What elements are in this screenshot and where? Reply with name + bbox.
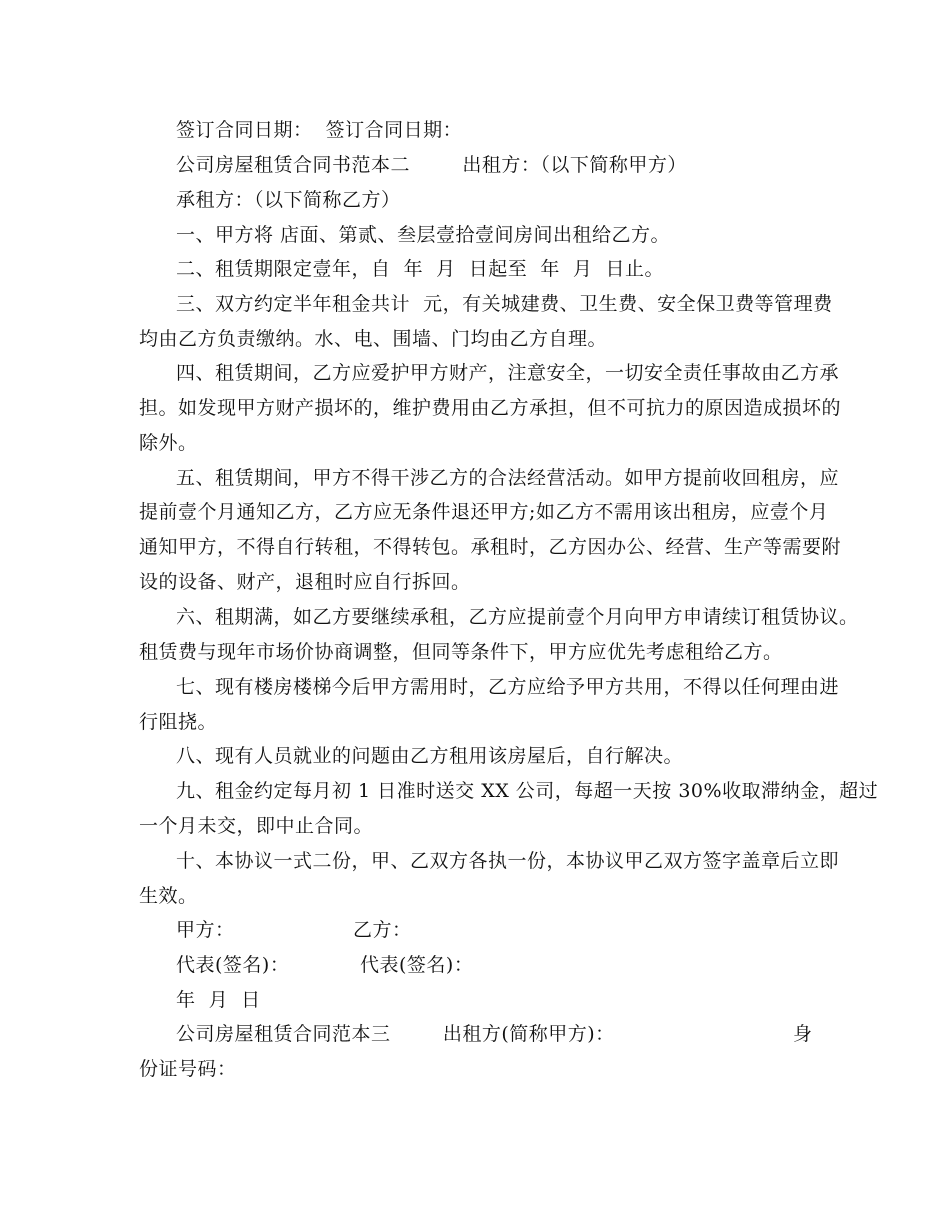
party-a-label: 甲方： [176, 919, 235, 941]
signing-date-line: 签订合同日期： 签订合同日期： [176, 119, 463, 141]
clause-7-line-1: 七、现有楼房楼梯今后甲方需用时，乙方应给予甲方共用，不得以任何理由进 [176, 676, 840, 698]
clause-6-line-1: 六、租期满，如乙方要继续承租，乙方应提前壹个月向甲方申请续订租赁协议。 [176, 606, 859, 628]
clause-3-line-2: 均由乙方负责缴纳。水、电、围墙、门均由乙方自理。 [139, 328, 608, 350]
party-a-representative-label: 代表(签名)： [176, 954, 290, 976]
clause-5-line-4: 设的设备、财产，退租时应自行拆回。 [139, 571, 471, 593]
clause-3-line-1: 三、双方约定半年租金共计 元，有关城建费、卫生费、安全保卫费等管理费 [176, 293, 833, 315]
clause-8: 八、现有人员就业的问题由乙方租用该房屋后，自行解决。 [176, 745, 684, 767]
contract-three-title-line: 公司房屋租赁合同范本三 出租方(简称甲方)： [176, 1023, 615, 1045]
clause-4-line-1: 四、租赁期间，乙方应爱护甲方财产，注意安全，一切安全责任事故由乙方承 [176, 362, 840, 384]
clause-4-line-2: 担。如发现甲方财产损坏的，维护费用由乙方承担，但不可抗力的原因造成损坏的 [139, 397, 842, 419]
clause-5-line-3: 通知甲方，不得自行转租，不得转包。承租时，乙方因办公、经营、生产等需要附 [139, 536, 842, 558]
contract-two-title-line: 公司房屋租赁合同书范本二 出租方：（以下简称甲方） [176, 154, 687, 176]
clause-2: 二、租赁期限定壹年，自 年 月 日起至 年 月 日止。 [176, 258, 664, 280]
clause-10-line-2: 生效。 [139, 885, 198, 907]
id-number-label-start: 身 [793, 1023, 813, 1045]
lessee-line: 承租方：（以下简称乙方） [176, 189, 401, 211]
clause-1: 一、甲方将 店面、第贰、叁层壹拾壹间房间出租给乙方。 [176, 224, 671, 246]
clause-6-line-2: 租赁费与现年市场价协商调整，但同等条件下，甲方应优先考虑租给乙方。 [139, 641, 783, 663]
clause-7-line-2: 行阻挠。 [139, 711, 218, 733]
clause-9-line-1: 九、租金约定每月初 1 日准时送交 XX 公司，每超一天按 30%收取滞纳金，超过 [176, 780, 879, 802]
party-b-representative-label: 代表(签名)： [360, 954, 474, 976]
clause-4-line-3: 除外。 [139, 432, 198, 454]
clause-5-line-1: 五、租赁期间，甲方不得干涉乙方的合法经营活动。如甲方提前收回租房，应 [176, 467, 840, 489]
date-placeholder: 年 月 日 [176, 989, 261, 1011]
clause-10-line-1: 十、本协议一式二份，甲、乙双方各执一份，本协议甲乙双方签字盖章后立即 [176, 850, 840, 872]
party-b-label: 乙方： [353, 919, 412, 941]
clause-5-line-2: 提前壹个月通知乙方，乙方应无条件退还甲方;如乙方不需用该出租房，应壹个月 [139, 501, 829, 523]
id-number-label-end: 份证号码： [139, 1058, 237, 1080]
clause-9-line-2: 一个月未交，即中止合同。 [139, 815, 374, 837]
